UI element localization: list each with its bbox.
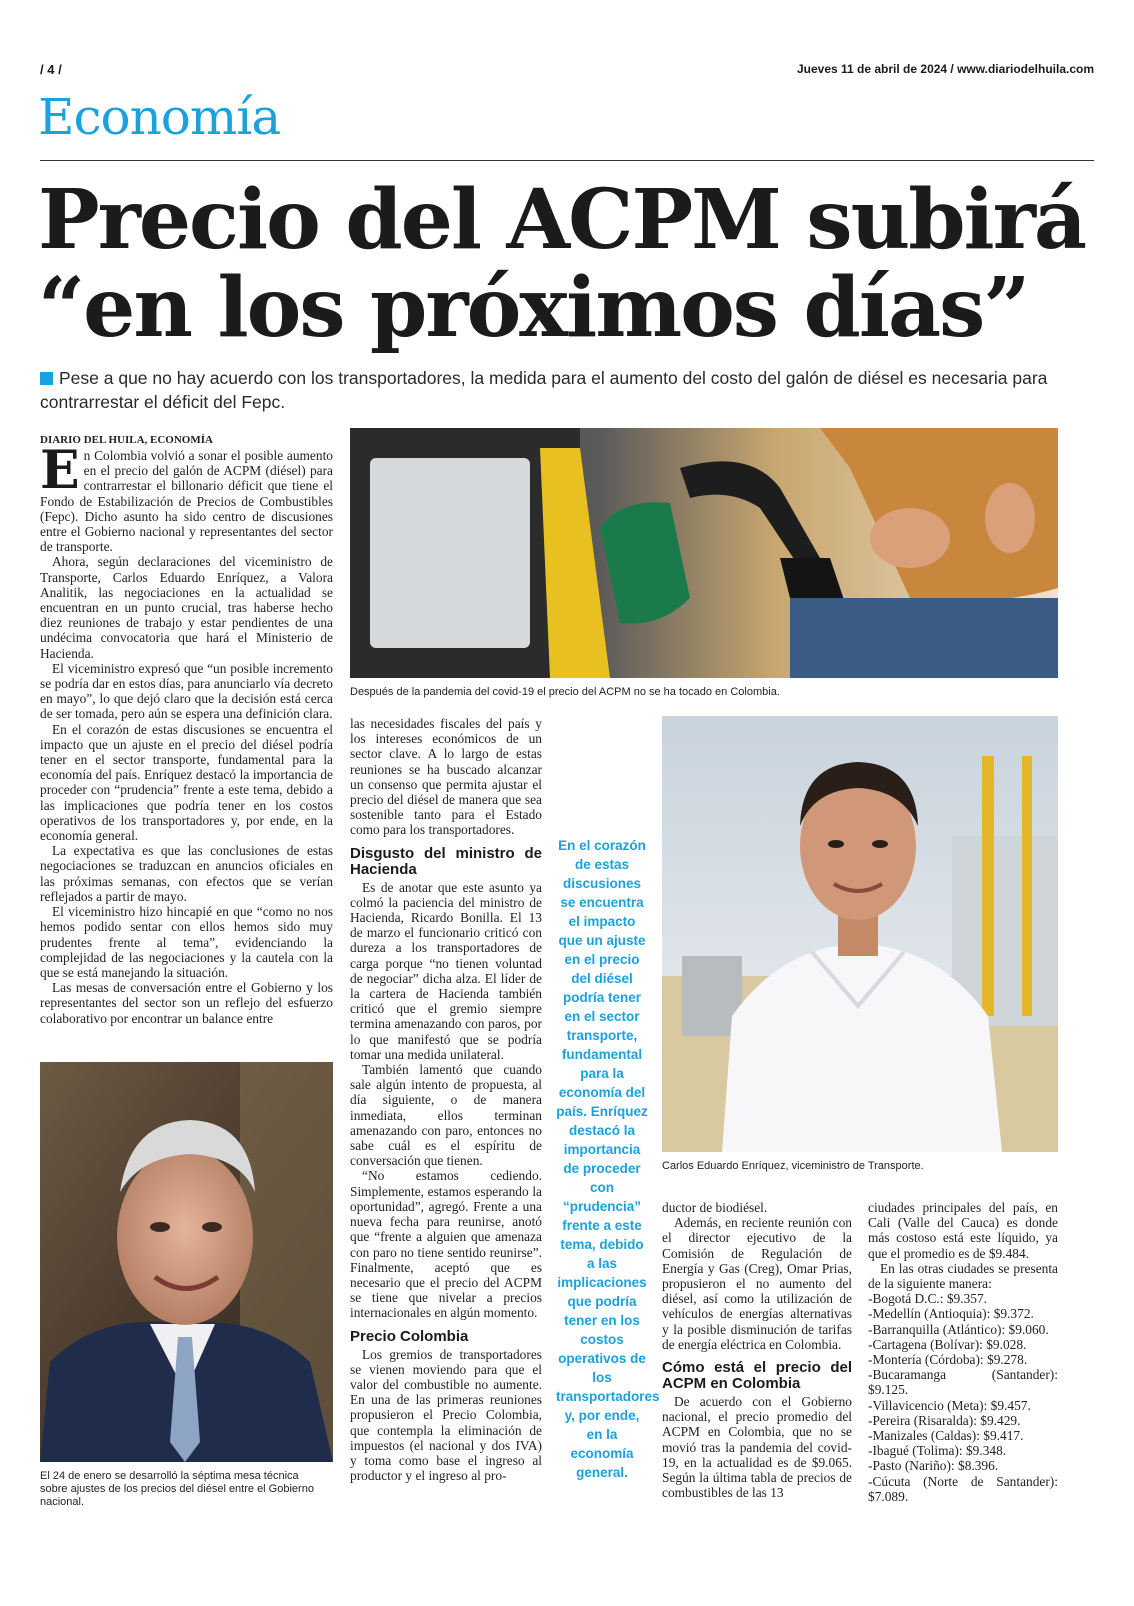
section-title: Economía (38, 88, 281, 146)
subheading: Disgusto del ministro de Hacienda (350, 844, 542, 878)
list-item: -Ibagué (Tolima): $9.348. (868, 1443, 1007, 1459)
paragraph: “No estamos cediendo. Simplemente, estamos esperando la oportunidad”, agregó. Frente a una nueva fecha para reunirse, anotó que “frente a alguien que amenaza con paro no tiene sentido reunirse”. Finalmente, aceptó que es necesario que el precio del ACPM se tiene que nivelar a precios internacionales en algún momento. (350, 1168, 542, 1321)
list-item: -Cartagena (Bolívar): $9.028. (868, 1336, 1027, 1352)
article-column-1 (40, 434, 333, 1026)
list-item: -Medellín (Antioquia): $9.372. (868, 1306, 1034, 1322)
paragraph: La expectativa es que las conclusiones de estas negociaciones se traduzcan en anuncios oficiales en las próximas semanas, con efectos que se verían reflejados a partir de mayo. (40, 843, 333, 904)
paragraph: Además, en reciente reunión con el director ejecutivo de la Comisión de Regulación de Energía y Gas (Creg), Omar Prias, propusieron el no aumento del diésel, así como la utilización de vehículos de energías alternativas y la posible disminución de tarifas de energía eléctrica en Colombia. (662, 1215, 852, 1352)
header-divider (40, 160, 1094, 161)
paragraph: Los gremios de transportadores se vienen moviendo para que el valor del combustible no aumente. En una de las primeras reuniones propusieron el Precio Colombia, que contempla la eliminación de impuestos (el nacional y dos IVA) y toma como base el ingreso al productor y el ingreso al pro- (350, 1346, 542, 1484)
paragraph: Ahora, según declaraciones del viceministro de Transporte, Carlos Eduardo Enríquez, a Valora Analitik, las negociaciones en la actualidad se encuentran en un punto crucial, tras haberse hecho diez reuniones de trabajo y estar pendientes de una undécima convocatoria que hará el Ministerio de Hacienda. (40, 554, 333, 661)
article-column-3 (662, 1200, 852, 1500)
fuel-pump-photo (350, 428, 1058, 678)
paragraph: ductor de biodiésel. (662, 1200, 768, 1215)
minister-photo-caption: El 24 de enero se desarrolló la séptima mesa técnica sobre ajustes de los precios del diésel entre el Gobierno nacional. (40, 1470, 314, 1508)
list-item: -Pereira (Risaralda): $9.429. (868, 1412, 1021, 1428)
drop-cap: E (40, 440, 80, 501)
paragraph: De acuerdo con el Gobierno nacional, el precio promedio del ACPM en Colombia, que no se movió tras la pandemia del covid-19, en la actualidad es de $9.065. Según la última tabla de precios de combustibles de las 13 (662, 1394, 852, 1501)
list-item: -Pasto (Nariño): $8.396. (868, 1458, 999, 1474)
pull-quote: En el corazón de estas discusiones se encuentra el impacto que un ajuste en el precio del diésel podría tener en el sector transporte, fundamental para la economía del país. Enríquez destacó la importancia de proceder con “prudencia” frente a este tema, debido a las implicaciones que podría tener en los costos operativos de los transportadores y, por ende, en la economía general. (556, 838, 660, 1480)
fuel-photo-caption: Después de la pandemia del covid-19 el precio del ACPM no se ha tocado en Colombia. (350, 686, 780, 698)
paragraph: ciudades principales del país, en Cali (Valle del Cauca) es donde más costoso está este líquido, ya que el promedio es de $9.484. (868, 1200, 1058, 1261)
viceminister-photo-caption: Carlos Eduardo Enríquez, viceministro de Transporte. (662, 1160, 924, 1172)
page-number: / 4 / (40, 62, 62, 77)
list-item: -Bucaramanga (Santander): $9.125. (868, 1367, 1058, 1398)
list-item: -Villavicencio (Meta): $9.457. (868, 1397, 1031, 1413)
headline: Precio del ACPM subirá “en los próximos días” (38, 172, 1086, 356)
paragraph: También lamentó que cuando sale algún intento de propuesta, al día siguiente, o de manera inmediata, ellos terminan amenazando con paro, entonces no sabe cuál es el espíritu de conversación que tienen. (350, 1062, 542, 1169)
article-column-4 (868, 1200, 1058, 1504)
minister-photo (40, 1062, 333, 1462)
city-price-list (868, 1291, 1058, 1504)
paragraph: El viceministro expresó que “un posible incremento se podría dar en estos días, para anunciarlo vía decreto en mayo”, lo que dejó claro que la decisión está cerca de ser tomada, pero aún se espera una definición clara. (40, 660, 333, 722)
paragraph: En el corazón de estas discusiones se encuentra el impacto que un ajuste en el precio del diésel podría tener en el sector transporte, fundamental para la economía del país. Enríquez destacó la importancia de proceder con “prudencia” frente a este tema, debido a las implicaciones que podría tener en los costos operativos de los transportadores y, por ende, en la economía general. (40, 721, 333, 844)
paragraph: las necesidades fiscales del país y los intereses económicos de un sector clave. A lo largo de estas reuniones se ha buscado alcanzar un consenso que permita ajustar el precio del diésel de manera que sea sostenible tanto para el Estado como para los transportadores. (350, 716, 542, 838)
list-item: -Manizales (Caldas): $9.417. (868, 1428, 1024, 1444)
lead-paragraph (40, 366, 1080, 414)
article-column-2 (350, 716, 542, 1483)
paragraph: En Colombia volvió a sonar el posible aumento en el precio del galón de ACPM (diésel) para contrarrestar el billonario déficit que tiene el Fondo de Estabilización de Precios de Combustibles (Fepc). Dicho asunto ha sido centro de discusiones entre el Gobierno nacional y representantes del sector de transporte. (40, 440, 333, 555)
list-item: -Montería (Córdoba): $9.278. (868, 1352, 1028, 1368)
viceminister-photo (662, 716, 1058, 1152)
lead-marker-icon (40, 372, 53, 385)
lead-text: Pese a que no hay acuerdo con los transportadores, la medida para el aumento del costo del galón de diésel es necesaria para contrarrestar el déficit del Fepc. (40, 368, 1048, 412)
paragraph: En las otras ciudades se presenta de la siguiente manera: (868, 1260, 1058, 1292)
paragraph: Las mesas de conversación entre el Gobierno y los representantes del sector son un reflejo del esfuerzo colaborativo por encontrar un balance entre (40, 980, 333, 1026)
subheading: Precio Colombia (350, 1327, 469, 1345)
list-item: -Cúcuta (Norte de Santander): $7.089. (868, 1473, 1058, 1504)
date-and-website: Jueves 11 de abril de 2024 / www.diariodelhuila.com (796, 62, 1094, 76)
byline: DIARIO DEL HUILA, ECONOMÍA (40, 434, 213, 446)
subheading: Cómo está el precio del ACPM en Colombia (662, 1359, 852, 1393)
paragraph: El viceministro hizo hincapié en que “como no nos hemos podido sentar con ellos hemos sido muy prudentes frente al tema”, evidenciando la complejidad de las negociaciones y la cautela con la que se está manejando la situación. (40, 904, 333, 980)
list-item: -Bogotá D.C.: $9.357. (868, 1291, 988, 1307)
paragraph: Es de anotar que este asunto ya colmó la paciencia del ministro de Hacienda, Ricardo Bonilla. El 13 de marzo el funcionario criticó con dureza a los transportadores de carga porque “no tienen voluntad de negociar” dicha alza. El líder de la cartera de Hacienda también criticó que el gremio siempre termina amenazando con paros, por lo que manifestó que se podría tomar una medida unilateral. (350, 879, 542, 1062)
list-item: -Barranquilla (Atlántico): $9.060. (868, 1321, 1049, 1337)
